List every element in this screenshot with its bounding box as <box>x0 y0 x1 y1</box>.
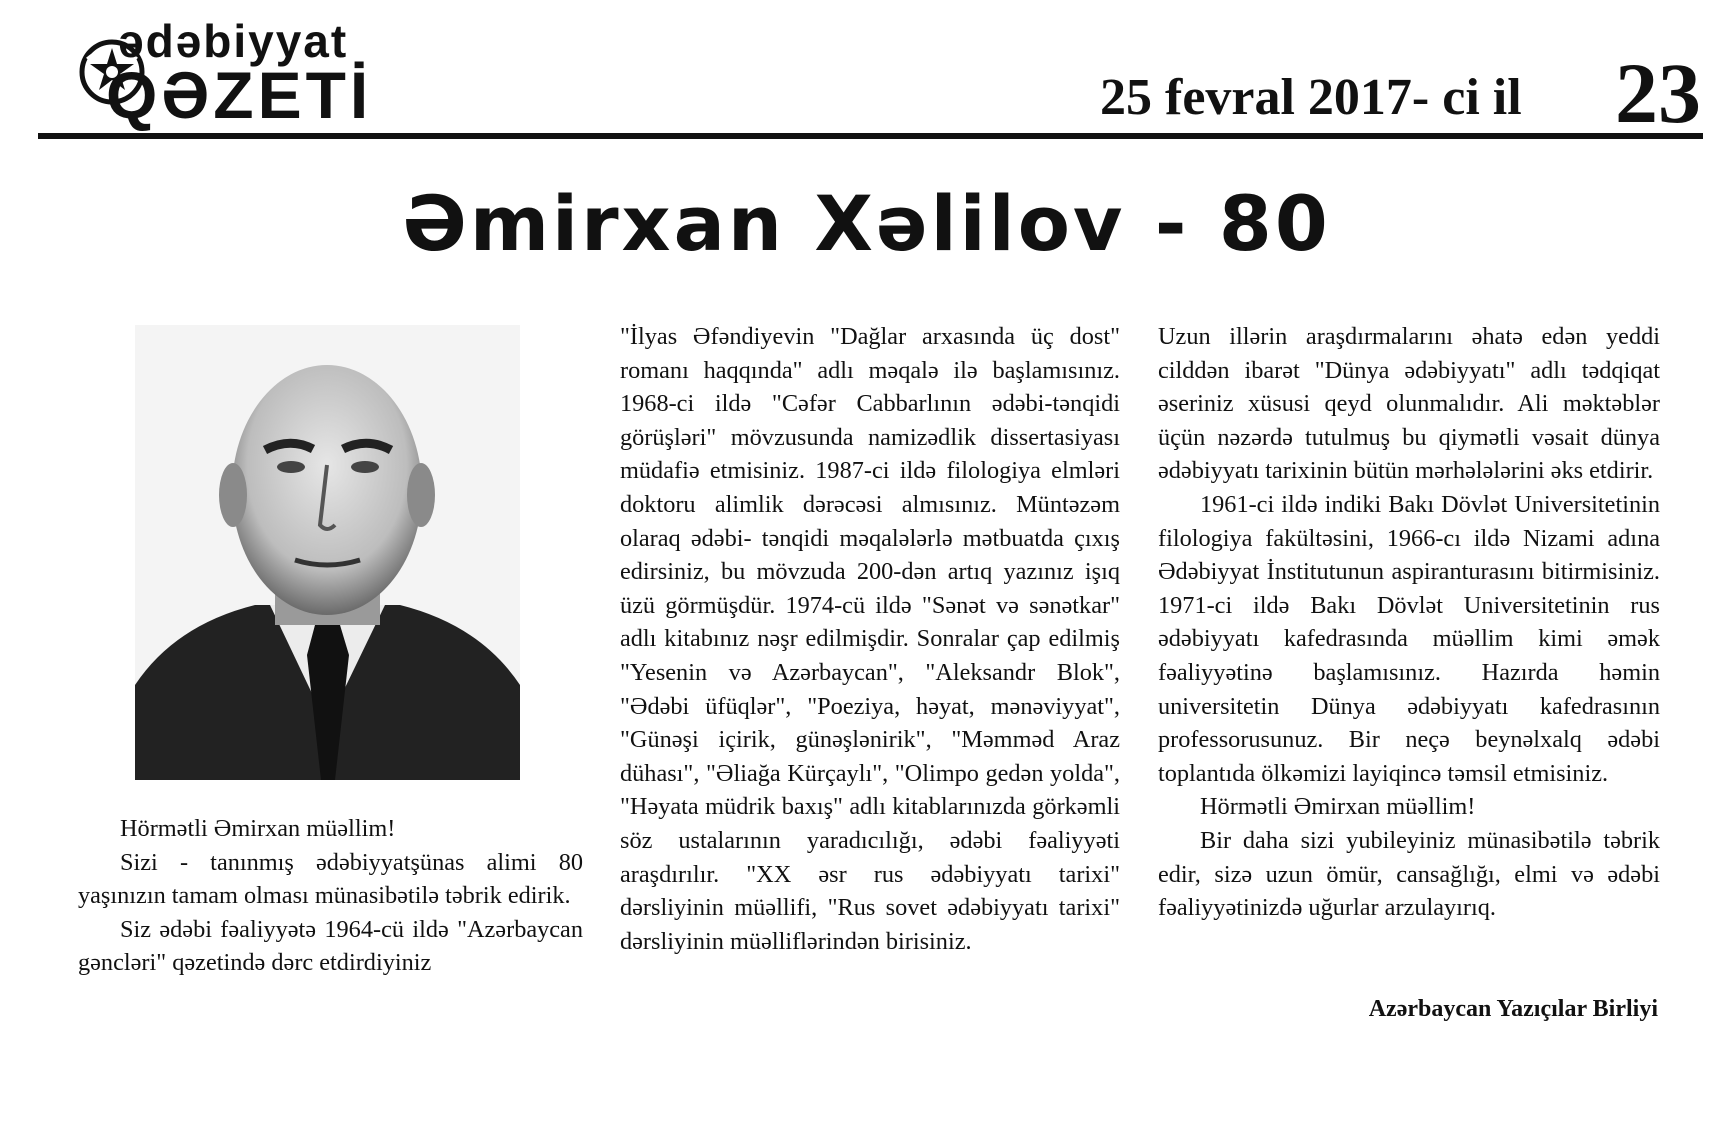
paragraph: Bir daha sizi yubileyiniz münasibətilə təbrik edir, sizə uzun ömür, cansağlığı, elmi və ədəbi fəaliyyətinizdə uğurlar arzulayırıq. <box>1158 826 1660 922</box>
paragraph: 1961-ci ildə indiki Bakı Dövlət Universitetinin filologiya fakültəsini, 1966-cı ildə Nizami adına Ədəbiyyat İnstitutunun aspiranturasını bitirmisiniz. 1971-ci ildə Bakı Dövlət Universitetinin rus ədəbiyyatı kafedrasında müəllim kimi əmək fəaliyyətinə başlamısınız. Hazırda həmin universitetin Dünya ədəbiyyatı kafedrasının professorusunuz. Bir neçə beynəlxalq ədəbi toplantıda ölkəmizi layiqincə təmsil etmisiniz. <box>1158 490 1660 787</box>
greeting: Hörmətli Əmirxan müəllim! <box>120 815 396 842</box>
issue-date: 25 fevral 2017- ci il <box>1100 69 1522 126</box>
paragraph: Uzun illərin araşdırmalarını əhatə edən yeddi cilddən ibarət "Dünya ədəbiyyatı" adlı tədqiqat əseriniz xüsusi qeyd olunmalıdır. Ali məktəblər üçün nəzərdə tutulmuş bu qiymətli vəsait dünya ədəbiyyatı tarixinin bütün mərhələlərini əks etdirir. <box>1158 323 1660 485</box>
header-divider <box>38 133 1703 139</box>
paragraph: Siz ədəbi fəaliyyətə 1964-cü ildə "Azərbaycan gəncləri" qəzetində dərc etdirdiyiniz <box>78 915 583 977</box>
article-column-1 <box>78 812 583 980</box>
article-column-2 <box>620 320 1120 958</box>
logo-line-1: ədəbiyyat <box>118 15 349 67</box>
logo-line-2: QƏZETİ <box>106 58 373 132</box>
article-column-3 <box>1158 320 1660 925</box>
newspaper-masthead <box>70 14 410 132</box>
signature: Azərbaycan Yazıçılar Birliyi <box>1368 996 1658 1022</box>
article-headline: Əmirxan Xəlilov - 80 <box>402 179 1331 268</box>
greeting: Hörmətli Əmirxan müəllim! <box>1200 793 1476 821</box>
paragraph: "İlyas Əfəndiyevin "Dağlar arxasında üç dost" romanı haqqında" adlı məqalə ilə başlamısınız. 1968-ci ildə "Cəfər Cabbarlının ədəbi-tənqidi görüşləri" mövzusunda namizədlik dissertasiyası müdafiə etmisiniz. 1987-ci ildə filologiya elmləri doktoru alimlik dərəcəsi almısınız. Müntəzəm olaraq ədəbi- tənqidi məqalələrlə mətbuatda çıxış edirsiniz, bu mövzuda 200-dən artıq yazınız işıq üzü görmüşdür. 1974-cü ildə "Sənət və sənətkar" adlı kitabınız nəşr edilmişdir. Sonralar çap edilmiş "Yesenin və Azərbaycan", "Aleksandr Blok", "Ədəbi üfüqlər", "Poeziya, həyat, mənəviyyat", "Günəşi içirik, günəşlənirik", "Məmməd Araz dühası", "Əliağa Kürçaylı", "Olimpo gedən yolda", "Həyata müdrik baxış" adlı kitablarınızda görkəmli söz ustalarının yaradıcılığı, ədəbi fəaliyyəti araşdırılır. "XX əsr rus ədəbiyyatı tarixi" dərsliyinin müəllifi, "Rus sovet ədəbiyyatı tarixi" dərsliyinin müəlliflərindən birisiniz. <box>620 323 1120 955</box>
portrait-photo <box>135 325 520 780</box>
page-number: 23 <box>1615 45 1701 141</box>
paragraph: Sizi - tanınmış ədəbiyyatşünas alimi 80 yaşınızın tamam olması münasibətilə təbrik edirik. <box>78 848 583 910</box>
